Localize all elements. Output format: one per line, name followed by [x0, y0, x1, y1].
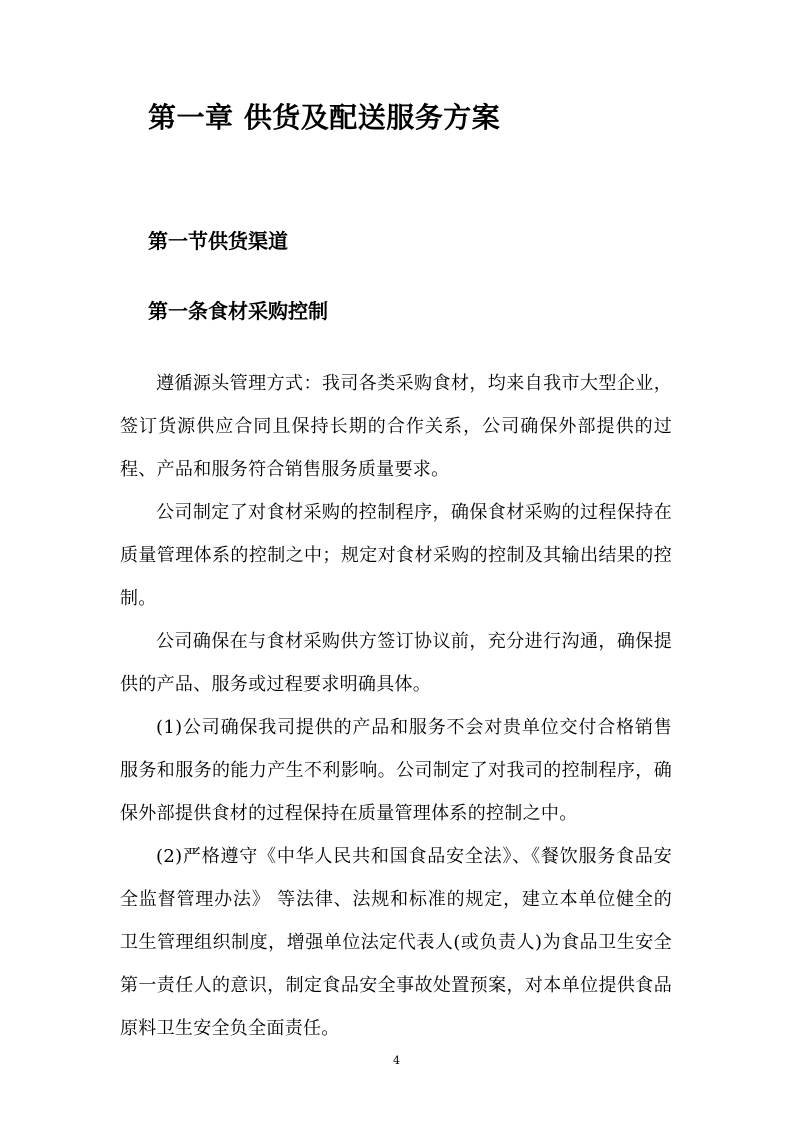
paragraph-item-2: (2)严格遵守《中华人民共和国食品安全法》、《餐饮服务食品安全监督管理办法》 等法律、法规和标准的规定，建立本单位健全的卫生管理组织制度，增强单位法定代表人(或负责人)为食品卫生安全第一责任人的意识，制定食品安全事故处置预案，对本单位提供食品原料卫生安全负全面责任。: [120, 846, 672, 1039]
paragraph-sourcing: 遵循源头管理方式：我司各类采购食材，均来自我市大型企业，签订货源供应合同且保持长期的合作关系，公司确保外部提供的过程、产品和服务符合销售服务质量要求。: [120, 373, 672, 480]
section-heading: 第一节供货渠道: [148, 229, 288, 253]
article-heading: 第一条食材采购控制: [148, 299, 328, 323]
paragraph-supplier-communication: 公司确保在与食材采购供方签订协议前，充分进行沟通，确保提供的产品、服务或过程要求明确具体。: [120, 631, 672, 695]
paragraph-item-1: (1)公司确保我司提供的产品和服务不会对贵单位交付合格销售服务和服务的能力产生不利影响。公司制定了对我司的控制程序，确保外部提供食材的过程保持在质量管理体系的控制之中。: [120, 717, 672, 824]
page-number: 4: [393, 1054, 400, 1067]
paragraph-control-procedure: 公司制定了对食材采购的控制程序，确保食材采购的过程保持在质量管理体系的控制之中；规定对食材采购的控制及其输出结果的控制。: [120, 502, 672, 609]
body-text: [120, 362, 672, 1050]
chapter-title: 第一章 供货及配送服务方案: [148, 101, 501, 134]
